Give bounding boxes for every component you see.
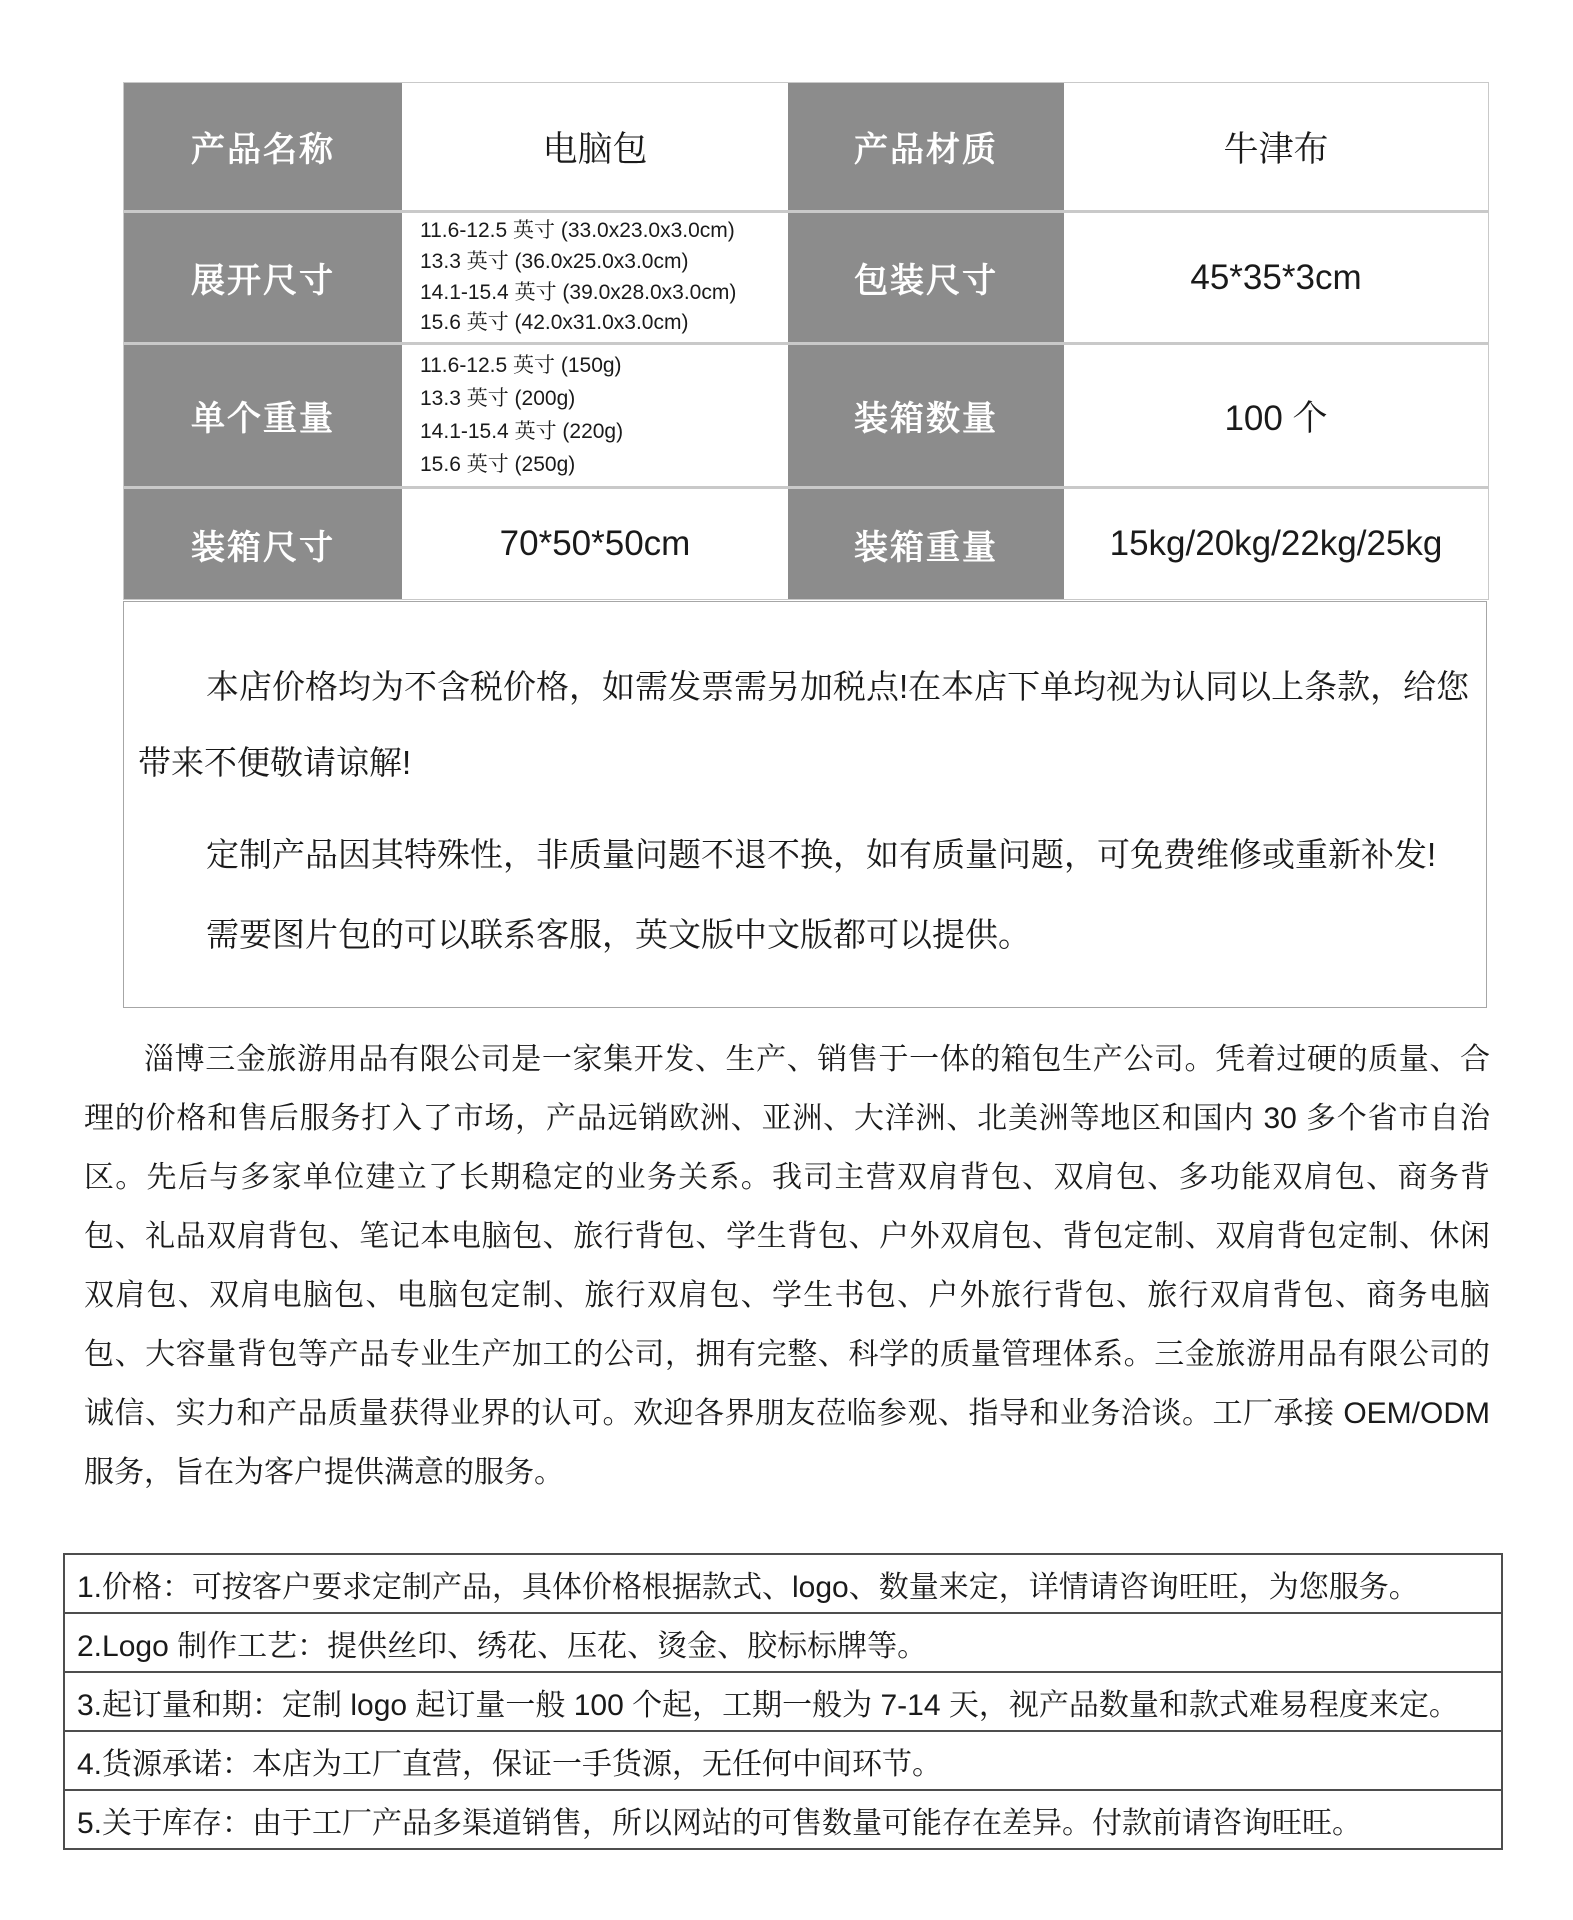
unfolded-size-line: 11.6-12.5 英寸 (33.0x23.0x3.0cm) (420, 219, 735, 243)
spec-label-unfolded-size: 展开尺寸 (124, 213, 402, 342)
spec-value-unfolded-size (402, 213, 788, 342)
spec-label-product-name: 产品名称 (124, 83, 402, 210)
unit-weight-line: 13.3 英寸 (200g) (420, 386, 576, 410)
policy-row-supply-promise: 4.货源承诺：本店为工厂直营，保证一手货源，无任何中间环节。 (65, 1732, 1501, 1791)
spec-label-carton-weight: 装箱重量 (788, 489, 1064, 599)
unfolded-size-line: 14.1-15.4 英寸 (39.0x28.0x3.0cm) (420, 280, 737, 304)
spec-value-product-name: 电脑包 (402, 83, 788, 210)
company-introduction: 淄博三金旅游用品有限公司是一家集开发、生产、销售于一体的箱包生产公司。凭着过硬的质量、合理的价格和售后服务打入了市场，产品远销欧洲、亚洲、大洋洲、北美洲等地区和国内 30 多个省市自治区。先后与多家单位建立了长期稳定的业务关系。我司主营双肩背包、双肩包、多功能双肩包、商务背包、礼品双肩背包、笔记本电脑包、旅行背包、学生背包、户外双肩包、背包定制、双肩背包定制、休闲双肩包、双肩电脑包、电脑包定制、旅行双肩包、学生书包、户外旅行背包、旅行双肩背包、商务电脑包、大容量背包等产品专业生产加工的公司，拥有完整、科学的质量管理体系。三金旅游用品有限公司的诚信、实力和产品质量获得业界的认可。欢迎各界朋友莅临参观、指导和业务洽谈。工厂承接 OEM/ODM 服务，旨在为客户提供满意的服务。 (84, 1043, 1490, 1489)
policy-list-table (63, 1553, 1503, 1850)
unfolded-size-line: 15.6 英寸 (42.0x31.0x3.0cm) (420, 311, 689, 335)
spec-value-carton-size: 70*50*50cm (402, 489, 788, 599)
spec-label-carton-size: 装箱尺寸 (124, 489, 402, 599)
spec-label-package-size: 包装尺寸 (788, 213, 1064, 342)
store-notes-box (123, 601, 1487, 1008)
product-spec-table (123, 82, 1489, 600)
note-tax-terms: 本店价格均为不含税价格，如需发票需另加税点!在本店下单均视为认同以上条款，给您带来不便敬请谅解! (138, 668, 1470, 781)
spec-value-package-size: 45*35*3cm (1064, 213, 1488, 342)
spec-value-carton-quantity: 100 个 (1064, 345, 1488, 486)
policy-row-stock-notice: 5.关于库存：由于工厂产品多渠道销售，所以网站的可售数量可能存在差异。付款前请咨询旺旺。 (65, 1791, 1501, 1848)
unit-weight-line: 14.1-15.4 英寸 (220g) (420, 419, 624, 443)
unfolded-size-line: 13.3 英寸 (36.0x25.0x3.0cm) (420, 250, 689, 274)
spec-label-carton-quantity: 装箱数量 (788, 345, 1064, 486)
spec-value-carton-weight: 15kg/20kg/22kg/25kg (1064, 489, 1488, 599)
spec-value-unit-weight (402, 345, 788, 486)
note-custom-product-policy: 定制产品因其特殊性，非质量问题不退不换，如有质量问题，可免费维修或重新补发! (206, 836, 1437, 873)
unit-weight-line: 15.6 英寸 (250g) (420, 452, 576, 476)
policy-row-moq-leadtime: 3.起订量和期：定制 logo 起订量一般 100 个起，工期一般为 7-14 天，视产品数量和款式难易程度来定。 (65, 1673, 1501, 1732)
policy-row-price: 1.价格：可按客户要求定制产品，具体价格根据款式、logo、数量来定，详情请咨询旺旺，为您服务。 (65, 1555, 1501, 1614)
spec-label-unit-weight: 单个重量 (124, 345, 402, 486)
note-picture-pack: 需要图片包的可以联系客服，英文版中文版都可以提供。 (206, 916, 1031, 953)
spec-value-material: 牛津布 (1064, 83, 1488, 210)
policy-row-logo-craft: 2.Logo 制作工艺：提供丝印、绣花、压花、烫金、胶标标牌等。 (65, 1614, 1501, 1673)
spec-label-material: 产品材质 (788, 83, 1064, 210)
unit-weight-line: 11.6-12.5 英寸 (150g) (420, 353, 622, 377)
